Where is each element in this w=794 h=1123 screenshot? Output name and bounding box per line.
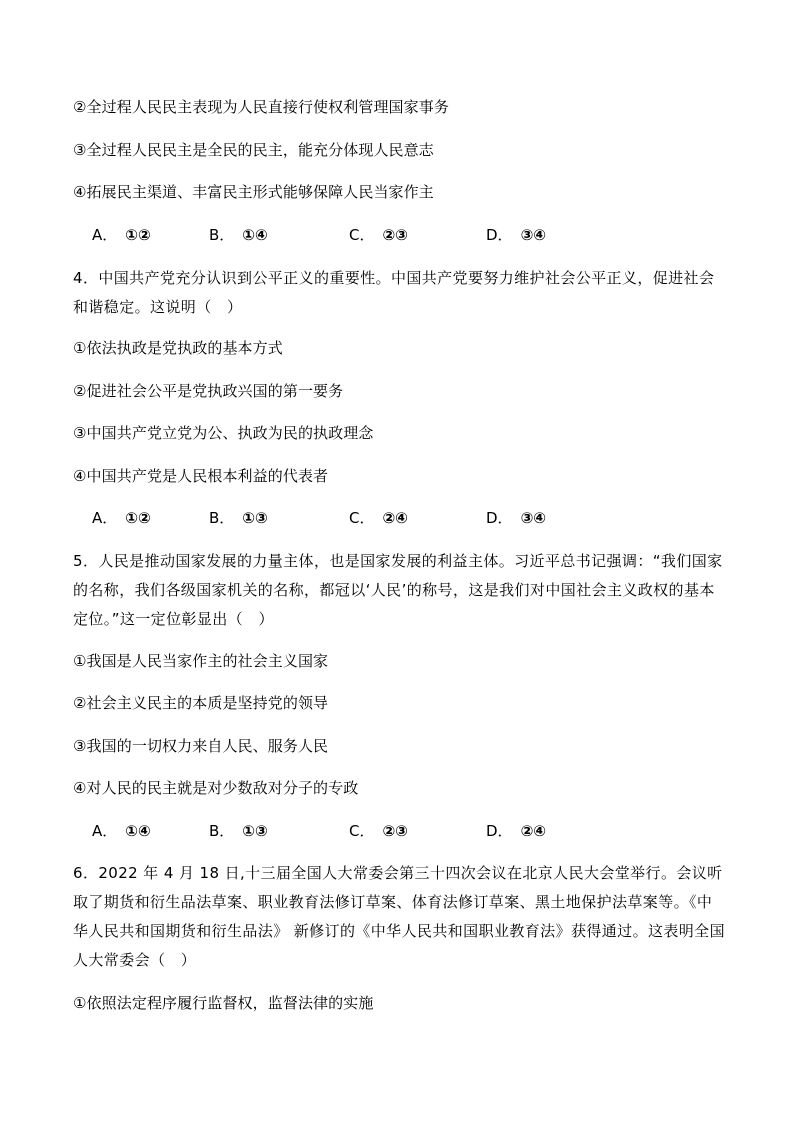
q5-answer-a[interactable]: A． ①④ xyxy=(92,822,151,840)
q5-answer-row xyxy=(92,820,732,842)
q4-option-3: ③中国共产党立党为公、执政为民的执政理念 xyxy=(73,424,374,442)
q4-answer-d[interactable]: D． ③④ xyxy=(486,509,546,527)
q5-answer-c[interactable]: C． ②③ xyxy=(349,822,408,840)
q5-stem: 5．人民是推动国家发展的力量主体，也是国家发展的利益主体。习近平总书记强调：“我们国家的名称，我们各级国家机关的名称，都冠以‘人民’的称号，这是我们对中国社会主义政权的基本定位。”这一定位彰显出（ ） xyxy=(73,552,723,628)
q3-answer-d[interactable]: D． ③④ xyxy=(486,226,546,244)
q4-option-1: ①依法执政是党执政的基本方式 xyxy=(73,339,283,357)
q3-option-2: ②全过程人民民主表现为人民直接行使权利管理国家事务 xyxy=(73,98,449,116)
q6-stem: 6．2022 年 4 月 18 日,十三届全国人大常委会第三十四次会议在北京人民大会堂举行。会议听取了期货和衍生品法草案、职业教育法修订草案、体育法修订草案、黑土地保护法草案等。《中华人民共和国期货和衍生品法》 新修订的《中华人民共和国职业教育法》获得通过。这表明全国人大常委会（ ） xyxy=(73,864,725,969)
q5-answer-d[interactable]: D． ②④ xyxy=(486,822,546,840)
q5-option-2: ②社会主义民主的本质是坚持党的领导 xyxy=(73,694,329,712)
q4-option-2: ②促进社会公平是党执政兴国的第一要务 xyxy=(73,382,344,400)
q3-answer-c[interactable]: C． ②③ xyxy=(349,226,408,244)
q5-option-1: ①我国是人民当家作主的社会主义国家 xyxy=(73,652,329,670)
q5-answer-b[interactable]: B． ①③ xyxy=(209,822,268,840)
q4-option-4: ④中国共产党是人民根本利益的代表者 xyxy=(73,467,329,485)
q4-answer-row xyxy=(92,507,732,529)
q5-option-4: ④对人民的民主就是对少数敌对分子的专政 xyxy=(73,779,359,797)
q3-answer-a[interactable]: A． ①② xyxy=(92,226,151,244)
q4-stem: 4．中国共产党充分认识到公平正义的重要性。中国共产党要努力维护社会公平正义，促进社会和谐稳定。这说明（ ） xyxy=(73,269,715,316)
q3-option-3: ③全过程人民民主是全民的民主，能充分体现人民意志 xyxy=(73,141,434,159)
q4-answer-a[interactable]: A． ①② xyxy=(92,509,151,527)
q4-answer-c[interactable]: C． ②④ xyxy=(349,509,408,527)
q3-option-4: ④拓展民主渠道、丰富民主形式能够保障人民当家作主 xyxy=(73,183,434,201)
q3-answer-b[interactable]: B． ①④ xyxy=(209,226,268,244)
q6-option-1: ①依照法定程序履行监督权，监督法律的实施 xyxy=(73,994,374,1012)
q5-option-3: ③我国的一切权力来自人民、服务人民 xyxy=(73,737,329,755)
q4-answer-b[interactable]: B． ①③ xyxy=(209,509,268,527)
q3-answer-row xyxy=(92,224,732,246)
